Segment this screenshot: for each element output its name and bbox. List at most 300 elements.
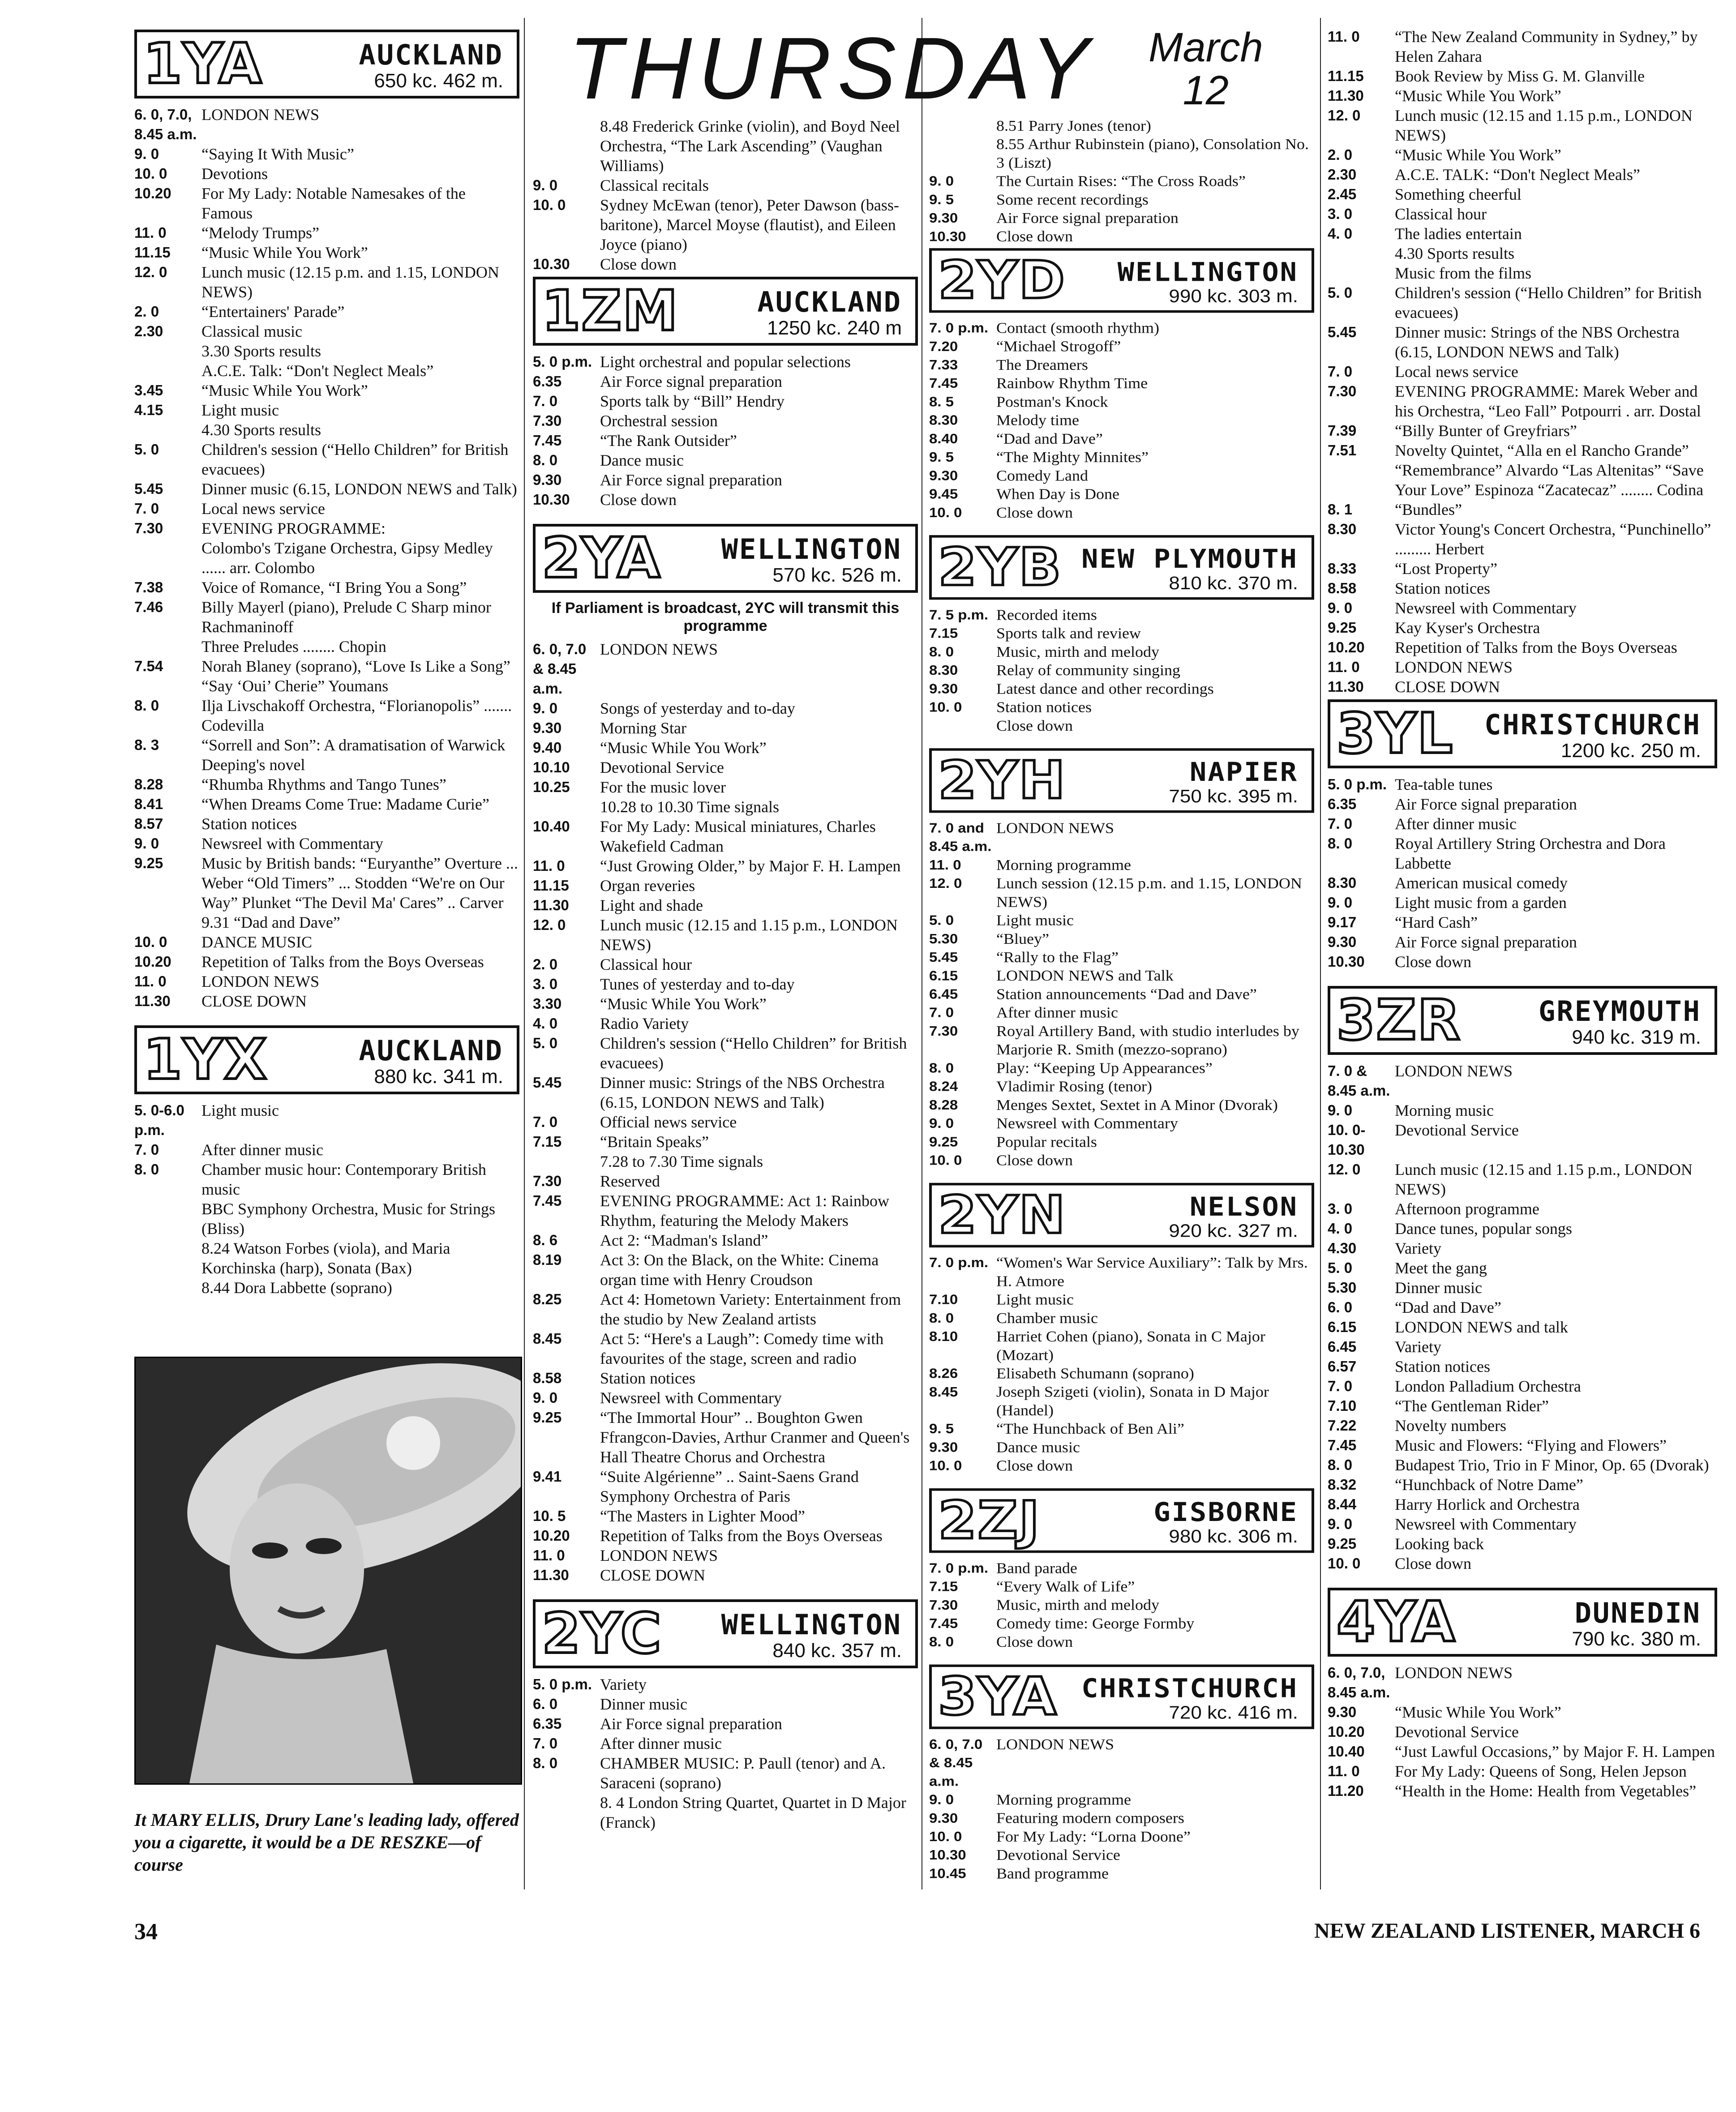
programme-row — [1328, 1061, 1717, 1101]
programme-time: 6.15 — [1328, 1319, 1357, 1335]
programme-row — [1328, 1120, 1717, 1160]
programme-time: 9. 5 — [929, 191, 954, 207]
programme-row — [533, 639, 918, 698]
station-frequency: 840 kc. 357 m. — [772, 1640, 902, 1662]
station-logo: 4YA — [1337, 1590, 1456, 1654]
programme-row — [1328, 86, 1717, 106]
programme-time: 9.25 — [1328, 619, 1357, 636]
programme-title: “Hard Cash” — [1395, 913, 1478, 931]
programme-time — [533, 1793, 600, 1832]
programme-time — [134, 912, 201, 932]
station-city: NEW PLYMOUTH — [1081, 543, 1298, 574]
programme-time: 11.15 — [533, 877, 569, 894]
programme-title: Close down — [996, 717, 1073, 734]
programme-title: “The Gentleman Rider” — [1395, 1397, 1549, 1415]
programme-title: Kay Kyser's Orchestra — [1395, 619, 1540, 637]
programme-time: 9.30 — [929, 1810, 958, 1826]
programme-title: Newsreel with Commentary — [600, 1389, 782, 1407]
programme-time: 11. 0 — [1328, 28, 1360, 45]
programme-row — [533, 1132, 918, 1152]
station-note: If Parliament is broadcast, 2YC will transmit this programme — [551, 600, 900, 634]
station-header-3zr — [1328, 986, 1717, 1055]
programme-title: LONDON NEWS — [1395, 658, 1513, 676]
programme-time: 9.30 — [533, 720, 562, 736]
programme-title: When Day is Done — [996, 485, 1119, 503]
programme-row — [1328, 794, 1717, 814]
programme-row — [1328, 1199, 1717, 1219]
programme-title: Dinner music: Strings of the NBS Orchestra (6.15, LONDON NEWS and Talk) — [600, 1074, 885, 1111]
programme-title: Morning programme — [996, 856, 1131, 874]
programme-time: 11.20 — [1328, 1782, 1364, 1799]
programme-row — [533, 1191, 918, 1230]
programme-time: 8.30 — [929, 662, 958, 678]
programme-title: Chamber music — [996, 1309, 1098, 1327]
programme-row — [134, 321, 519, 341]
programme-row — [533, 1033, 918, 1073]
programme-time: 9.25 — [134, 855, 163, 871]
programme-time: 11.15 — [1328, 68, 1364, 84]
programme-time: 7.15 — [533, 1133, 562, 1150]
programme-time: 6. 0 — [1328, 1299, 1353, 1315]
programme-time: 6.35 — [533, 1715, 562, 1732]
programme-time: 8.58 — [533, 1370, 562, 1386]
station-header-1yx — [134, 1025, 519, 1094]
programme-time: 6. 0, 7.0 & 8.45 a.m. — [929, 1736, 983, 1789]
programme-time: 10. 0 — [929, 1457, 962, 1474]
programme-title: 4.30 Sports results — [1395, 244, 1515, 262]
programme-time: 8. 0 — [1328, 835, 1353, 852]
programme-title: “Bundles” — [1395, 501, 1462, 518]
programme-title: “The New Zealand Community in Sydney,” by Helen Zahara — [1395, 28, 1698, 65]
programme-title: Station announcements “Dad and Dave” — [996, 985, 1257, 1002]
programme-title: After dinner music — [600, 1735, 722, 1752]
programme-row — [929, 374, 1314, 392]
programme-title: Station notices — [996, 698, 1092, 716]
station-city: WELLINGTON — [721, 533, 902, 565]
programme-title: “Music While You Work” — [201, 244, 368, 261]
programme-title: Air Force signal preparation — [1395, 933, 1577, 951]
programme-title: Book Review by Miss G. M. Glanville — [1395, 67, 1645, 85]
programme-title: Lunch music (12.15 p.m. and 1.15, LONDON NEWS) — [201, 263, 499, 301]
programme-time: 8.19 — [533, 1251, 562, 1268]
programme-title: “Dad and Dave” — [996, 430, 1103, 447]
programme-time: 12. 0 — [134, 264, 167, 280]
programme-time: 7.39 — [1328, 422, 1357, 439]
programme-title: Tea-table tunes — [1395, 775, 1493, 793]
programme-row — [134, 361, 519, 381]
programme-row — [1328, 381, 1717, 421]
programme-title: Novelty Quintet, “Alla en el Rancho Grande” “Remembrance” Alvardo “Las Altenitas” “Save Your Love” Espinoza “Zacatecaz” ........ Codina — [1395, 441, 1704, 499]
programme-time: 7.45 — [929, 375, 958, 391]
station-header-2yh — [929, 748, 1314, 813]
programme-row — [533, 1250, 918, 1289]
column-2 — [533, 116, 918, 1844]
programme-time: 10. 0 — [1328, 1555, 1361, 1572]
programme-time: 8. 0 — [134, 697, 159, 714]
programme-time: 8.40 — [929, 430, 958, 446]
programme-time: 7.10 — [929, 1291, 958, 1307]
programme-title: BBC Symphony Orchestra, Music for Strings (Bliss) — [201, 1200, 495, 1238]
programme-row — [1328, 1455, 1717, 1475]
programme-title: LONDON NEWS — [1395, 1062, 1513, 1080]
station-logo: 1YX — [143, 1028, 268, 1092]
programme-row — [533, 352, 918, 372]
programme-time: 4.30 — [1328, 1240, 1357, 1256]
programme-time: 10. 5 — [533, 1508, 566, 1524]
programme-row — [1328, 1219, 1717, 1238]
programme-title: Novelty numbers — [1395, 1417, 1506, 1435]
programme-row — [533, 1526, 918, 1546]
programme-time — [533, 1152, 600, 1171]
programme-time: 10. 0 — [929, 699, 962, 715]
station-header-2yb — [929, 535, 1314, 600]
programme-time: 5.30 — [929, 930, 958, 947]
programme-row — [1328, 421, 1717, 441]
programme-row — [533, 1793, 918, 1832]
programme-time: 9. 0 — [533, 1389, 558, 1406]
programme-title: LONDON NEWS — [1395, 1664, 1513, 1682]
programme-title: Newsreel with Commentary — [996, 1115, 1178, 1132]
station-header-4ya — [1328, 1588, 1717, 1657]
programme-title: Sydney McEwan (tenor), Peter Dawson (bass-baritone), Marcel Moyse (flautist), and Eileen Joyce (piano) — [600, 196, 899, 253]
programme-time: 8.30 — [929, 412, 958, 428]
programme-title: Air Force signal preparation — [600, 471, 782, 489]
programme-time: 3.30 — [533, 995, 562, 1012]
programme-title: Classical recitals — [600, 176, 709, 194]
programme-time: 11.30 — [1328, 678, 1364, 695]
programme-time — [533, 116, 600, 176]
publication-footer: NEW ZEALAND LISTENER, MARCH 6 — [1314, 1919, 1700, 1943]
programme-time: 4. 0 — [533, 1015, 558, 1032]
programme-time: 9. 5 — [929, 1421, 954, 1436]
programme-time: 3. 0 — [1328, 206, 1353, 222]
programme-row — [929, 337, 1314, 356]
programme-time: 8.32 — [1328, 1476, 1357, 1493]
programme-row — [533, 1734, 918, 1753]
programme-time: 9.40 — [533, 739, 562, 756]
programme-time — [929, 116, 996, 135]
programme-row — [134, 420, 519, 440]
programme-title: Featuring modern composers — [996, 1809, 1184, 1827]
programme-row — [1328, 1258, 1717, 1278]
programme-time — [134, 341, 201, 361]
programme-row — [134, 1101, 519, 1140]
programme-title: 8.48 Frederick Grinke (violin), and Boyd Neel Orchestra, “The Lark Ascending” (Vaughan Williams) — [600, 117, 900, 175]
programme-time: 8. 6 — [533, 1232, 558, 1248]
programme-time: 7.51 — [1328, 442, 1357, 458]
programme-time: 7. 0 — [929, 1004, 954, 1020]
programme-row — [134, 1160, 519, 1199]
station-logo: 1YA — [143, 32, 263, 96]
programme-row — [929, 966, 1314, 985]
programme-time: 9.30 — [929, 467, 958, 483]
programme-time: 10.40 — [533, 818, 570, 835]
station-city: NAPIER — [1190, 756, 1298, 788]
programme-title: “Melody Trumps” — [201, 224, 320, 242]
programme-title: LONDON NEWS — [201, 972, 319, 990]
station-logo: 3YA — [938, 1666, 1058, 1727]
programme-row — [929, 1290, 1314, 1309]
programme-time: 5. 0 — [1328, 1259, 1353, 1276]
programme-row — [1328, 775, 1717, 794]
programme-row — [1328, 1357, 1717, 1376]
programme-row — [929, 411, 1314, 429]
programme-row — [929, 448, 1314, 466]
programme-title: “Women's War Service Auxiliary”: Talk by Mrs. H. Atmore — [996, 1254, 1308, 1289]
programme-time: 9. 0 — [533, 177, 558, 193]
programme-title: Devotional Service — [996, 1846, 1120, 1864]
programme-title: Classical music — [201, 322, 302, 340]
programme-row — [1328, 834, 1717, 873]
programme-row — [134, 341, 519, 361]
programme-time: 7.38 — [134, 579, 163, 595]
station-frequency: 940 kc. 319 m. — [1572, 1026, 1701, 1048]
programme-row — [533, 738, 918, 758]
programme-row — [1328, 322, 1717, 362]
programme-row — [533, 431, 918, 450]
programme-time: 7.45 — [533, 432, 562, 449]
programme-title: Music and Flowers: “Flying and Flowers” — [1395, 1436, 1667, 1454]
programme-time: 8. 0 — [929, 1634, 954, 1649]
programme-row — [533, 1073, 918, 1112]
station-city: CHRISTCHURCH — [1484, 708, 1701, 741]
programme-row — [929, 1383, 1314, 1419]
programme-row — [929, 661, 1314, 679]
programme-row — [929, 911, 1314, 930]
programme-title: Repetition of Talks from the Boys Overseas — [600, 1527, 883, 1545]
programme-title: CLOSE DOWN — [1395, 678, 1500, 696]
programme-title: Close down — [996, 1152, 1073, 1169]
programme-row — [533, 470, 918, 490]
programme-time: 10.20 — [533, 1527, 570, 1544]
programme-title: “Saying It With Music” — [201, 145, 354, 163]
programme-row — [134, 400, 519, 420]
programme-title: Air Force signal preparation — [996, 210, 1179, 227]
programme-title: Sports talk and review — [996, 625, 1141, 642]
programme-title: CLOSE DOWN — [600, 1566, 705, 1584]
programme-row — [533, 856, 918, 876]
programme-row — [134, 1140, 519, 1160]
programme-row — [929, 1846, 1314, 1864]
column-4 — [1328, 27, 1717, 1812]
programme-time: 9.30 — [929, 1439, 958, 1455]
programme-row — [1328, 559, 1717, 578]
programme-title: Variety — [1395, 1338, 1441, 1356]
programme-time: 10. 0 — [929, 1152, 962, 1168]
programme-title: Devotional Service — [1395, 1723, 1519, 1741]
programme-title: Dinner music — [600, 1695, 687, 1713]
programme-time: 2. 0 — [1328, 146, 1353, 163]
programme-title: Light music — [996, 1291, 1074, 1308]
programme-title: Norah Blaney (soprano), “Love Is Like a Song” “Say ‘Oui’ Cherie” Youmans — [201, 657, 510, 695]
programme-time: 7. 0 & 8.45 a.m. — [1328, 1062, 1390, 1099]
programme-row — [533, 1565, 918, 1585]
programme-row — [134, 814, 519, 834]
programme-time: 9. 0 — [929, 173, 954, 189]
programme-title: EVENING PROGRAMME: Marek Weber and his Orchestra, “Leo Fall” Potpourri . arr. Dostal — [1395, 382, 1701, 420]
station-frequency: 810 kc. 370 m. — [1169, 573, 1298, 594]
programme-row — [929, 227, 1314, 245]
programme-time: 8.41 — [134, 796, 163, 812]
programme-row — [533, 195, 918, 254]
programme-row — [1328, 244, 1717, 263]
programme-row — [929, 1827, 1314, 1846]
programme-time: 11.15 — [134, 244, 171, 261]
programme-row — [929, 624, 1314, 643]
programme-row — [1328, 1435, 1717, 1455]
programme-title: Contact (smooth rhythm) — [996, 319, 1159, 336]
programme-title: Royal Artillery String Orchestra and Dora Labbette — [1395, 835, 1666, 872]
programme-title: “Britain Speaks” — [600, 1133, 709, 1151]
programme-title: Classical hour — [600, 955, 692, 973]
programme-row — [134, 952, 519, 972]
station-frequency: 880 kc. 341 m. — [374, 1066, 503, 1088]
programme-title: “Music While You Work” — [600, 995, 767, 1013]
programme-title: LONDON NEWS — [996, 1735, 1114, 1753]
programme-time: 3. 0 — [1328, 1200, 1353, 1217]
programme-time: 10.20 — [134, 953, 171, 970]
programme-time — [134, 538, 201, 578]
programme-row — [929, 698, 1314, 716]
programme-title: Songs of yesterday and to-day — [600, 699, 795, 717]
page-number: 34 — [134, 1919, 158, 1945]
programme-row — [533, 1112, 918, 1132]
programme-title: Close down — [600, 491, 677, 509]
programme-time: 7.45 — [533, 1192, 562, 1209]
programme-time: 5. 0 — [533, 1035, 558, 1051]
station-header-3ya — [929, 1665, 1314, 1729]
programme-title: Newsreel with Commentary — [201, 835, 383, 853]
programme-row — [533, 797, 918, 817]
programme-row — [1328, 1554, 1717, 1573]
month-label: March — [1149, 25, 1263, 70]
programme-title: “Sorrell and Son”: A dramatisation of Warwick Deeping's novel — [201, 736, 506, 774]
programme-time: 8. 3 — [134, 737, 159, 753]
programme-row — [134, 696, 519, 735]
programme-title: Tunes of yesterday and to-day — [600, 975, 795, 993]
station-city: NELSON — [1190, 1191, 1298, 1222]
programme-title: Rainbow Rhythm Time — [996, 375, 1148, 392]
programme-time: 11.30 — [533, 1567, 569, 1583]
programme-title: Close down — [1395, 953, 1471, 971]
station-logo: 3ZR — [1337, 988, 1461, 1053]
station-frequency: 570 kc. 526 m. — [772, 564, 902, 586]
programme-row — [1328, 165, 1717, 184]
programme-time: 9.30 — [929, 681, 958, 696]
programme-row — [1328, 1376, 1717, 1396]
programme-row — [929, 1114, 1314, 1132]
programme-title: Ilja Livschakoff Orchestra, “Florianopolis” ....... Codevilla — [201, 697, 512, 734]
programme-title: 8.55 Arthur Rubinstein (piano), Consolation No. 3 (Liszt) — [996, 136, 1309, 171]
programme-title: Billy Mayerl (piano), Prelude C Sharp minor Rachmaninoff — [201, 598, 491, 636]
programme-time: 10.30 — [929, 1847, 966, 1863]
programme-row — [533, 777, 918, 797]
programme-title: Voice of Romance, “I Bring You a Song” — [201, 578, 467, 596]
programme-time: 8.10 — [929, 1328, 958, 1344]
programme-time: 11. 0 — [134, 973, 167, 990]
station-city: AUCKLAND — [359, 1034, 503, 1067]
programme-row — [929, 209, 1314, 227]
station-frequency: 650 kc. 462 m. — [374, 70, 503, 92]
programme-title: LONDON NEWS and talk — [1395, 1318, 1568, 1336]
programme-row — [533, 994, 918, 1014]
programme-title: The ladies entertain — [1395, 225, 1522, 243]
programme-time: 7.46 — [134, 599, 163, 615]
programme-time: 10. 0 — [134, 934, 167, 950]
programme-row — [134, 834, 519, 853]
programme-title: For the music lover — [600, 778, 726, 796]
programme-time: 9. 0 — [1328, 600, 1353, 616]
programme-time — [929, 135, 996, 171]
programme-title: CLOSE DOWN — [201, 992, 307, 1010]
programme-title: Light and shade — [600, 896, 703, 914]
programme-title: For My Lady: Musical miniatures, Charles Wakefield Cadman — [600, 818, 876, 855]
station-logo: 1ZM — [542, 279, 679, 343]
column-3 — [929, 116, 1314, 1894]
programme-title: Something cheerful — [1395, 185, 1522, 203]
programme-time: 2.30 — [134, 323, 163, 339]
programme-title: Light music — [201, 401, 279, 419]
programme-time: 7. 0 p.m. — [929, 320, 989, 336]
programme-time: 5. 0 — [134, 441, 159, 458]
programme-title: Dinner music: Strings of the NBS Orchestra (6.15, LONDON NEWS and Talk) — [1395, 323, 1680, 361]
programme-row — [1328, 952, 1717, 972]
programme-row — [533, 1694, 918, 1714]
programme-time — [134, 361, 201, 381]
programme-time: 7. 0 p.m. — [929, 1255, 989, 1270]
programme-time: 11.30 — [1328, 87, 1364, 104]
programme-row — [533, 876, 918, 895]
programme-time: 10.30 — [533, 491, 570, 508]
programme-title: “Lost Property” — [1395, 560, 1497, 578]
programme-row — [134, 440, 519, 479]
programme-row — [1328, 1761, 1717, 1781]
programme-time: 2. 0 — [533, 956, 558, 972]
programme-row — [533, 974, 918, 994]
programme-row — [533, 758, 918, 777]
programme-row — [1328, 1514, 1717, 1534]
programme-title: 10.28 to 10.30 Time signals — [600, 798, 780, 816]
programme-time — [1328, 244, 1395, 263]
programme-time: 8. 0 — [533, 1755, 558, 1771]
programme-time: 10.30 — [929, 228, 966, 244]
programme-time: 2. 0 — [134, 303, 159, 320]
programme-row — [1328, 1278, 1717, 1298]
station-header-3yl — [1328, 699, 1717, 768]
programme-title: “Music While You Work” — [201, 381, 368, 399]
programme-title: London Palladium Orchestra — [1395, 1377, 1581, 1395]
programme-time — [1328, 263, 1395, 283]
programme-title: After dinner music — [996, 1004, 1118, 1021]
programme-title: “The Mighty Minnites” — [996, 449, 1149, 466]
programme-title: Close down — [996, 504, 1073, 521]
programme-row — [929, 466, 1314, 484]
programme-time: 7. 0 — [533, 1114, 558, 1130]
programme-row — [929, 1864, 1314, 1883]
programme-title: “Music While You Work” — [600, 739, 767, 757]
programme-time: 7. 0 — [533, 393, 558, 409]
programme-title: Devotions — [201, 165, 268, 183]
station-frequency: 980 kc. 306 m. — [1169, 1526, 1298, 1547]
programme-title: “Suite Algérienne” .. Saint-Saens Grand Symphony Orchestra of Paris — [600, 1468, 859, 1505]
programme-time: 12. 0 — [929, 875, 962, 891]
programme-row — [134, 499, 519, 518]
programme-time — [134, 1199, 201, 1238]
programme-time: 8.44 — [1328, 1496, 1357, 1512]
programme-time: 8.57 — [134, 815, 163, 832]
programme-row — [1328, 1416, 1717, 1435]
programme-row — [533, 718, 918, 738]
